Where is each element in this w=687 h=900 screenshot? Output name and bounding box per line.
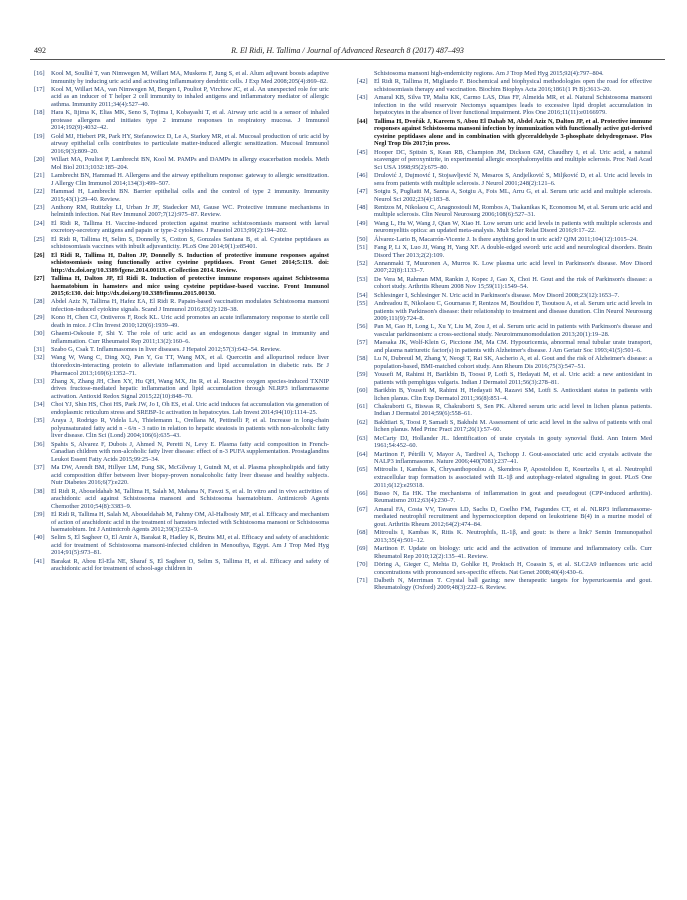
reference-text[interactable]: Szabo G, Csak T. Inflammasomes in liver diseases. J Hepatol 2012;57(3):642–54. Review. — [51, 346, 281, 354]
reference-item — [357, 260, 652, 275]
header-rule — [30, 59, 665, 60]
reference-text[interactable]: Abdel Aziz N, Tallima H, Hafez EA, El Ridi R. Papain-based vaccination modulates Schistosoma mansoni infection-induced cytokine signals. Scand J Immunol 2016;83(2):128–38. — [51, 298, 329, 313]
reference-number: [46] — [357, 172, 368, 180]
reference-number: [69] — [357, 545, 368, 553]
reference-number: [23] — [34, 203, 45, 211]
running-title: R. El Ridi, H. Tallima / Journal of Advanced Research 8 (2017) 487–493 — [231, 46, 464, 55]
reference-text[interactable]: Willart MA, Pouliot P, Lambrecht BN, Kool M. PAMPs and DAMPs in allergy exacerbation models. Meth Mol Biol 2013;1032:185–204. — [51, 156, 329, 171]
reference-item — [34, 354, 329, 377]
reference-text[interactable]: Ghaemi-Oskouie F, Shi Y. The role of uric acid as an endogenous danger signal in immunity and inflammation. Curr Rheumatol Rep 2011;13(2):160–6. — [51, 330, 329, 345]
reference-item — [34, 330, 329, 345]
reference-text[interactable]: El Ridi R, Tallima H, Salah M, Aboueldahab M, Fahmy OM, Al-Halbosiy MF, et al. Efficacy and mechanism of action of arachidonic acid in the treatment of hamsters infected with Schistosoma mansoni or Schistosoma haematobium. Int J Antimicrob Agents 2012;39(3):232–9. — [51, 510, 329, 534]
reference-text[interactable]: Yousefi M, Rahimi H, Barikbin B, Toossi P, Lotfi S, Hedayati M, et al. Uric acid: a new antioxidant in patients with pemphigus vulgaris. Indian J Dermatol 2011;56(3):278–81. — [374, 371, 652, 386]
reference-item — [357, 94, 652, 117]
reference-text[interactable]: Schistosoma mansoni high-endemicity regions. Am J Trop Med Hyg 2015;92(4):797–804. — [374, 70, 604, 77]
reference-item — [34, 558, 329, 573]
reference-number: [26] — [34, 251, 45, 259]
reference-number: [43] — [357, 94, 368, 102]
reference-item — [357, 403, 652, 418]
reference-number: [29] — [34, 314, 45, 322]
reference-item — [34, 275, 329, 298]
reference-text[interactable]: Tallima H, Dvořák J, Kareem S, Abou El Dahab M, Abdel Aziz N, Dalton JP, et al. Protective immune responses against Schistosoma mansoni infection by immunization with functionally active gut-derived cysteine peptidases alone and in combination with glyceraldehyde 3-phosphate dehydrogenase. Plos Negl Trop Dis 2017;in press. — [374, 117, 652, 148]
reference-text[interactable]: Ma DW, Arendt BM, Hillyer LM, Fung SK, McGilvray I, Guindi M, et al. Plasma phospholipids and fatty acid composition differ between liver biopsy-proven nonalcoholic fatty liver disease and healthy subjects. Nutr Diabetes 2016;6(7):e220. — [51, 464, 329, 487]
reference-text[interactable]: Selim S, El Sagheer O, El Amir A, Barakat R, Hadley K, Bruins MJ, et al. Efficacy and safety of arachidonic acid for treatment of Schistosoma mansoni-infected children in Menoufiya, Egypt. Am J Trop Med Hyg 2014;91(5):973–81. — [51, 534, 329, 557]
reference-item — [34, 109, 329, 132]
reference-text[interactable]: Barakat R, Abou El-Ela NE, Sharaf S, El Sagheer O, Selim S, Tallima H, et al. Efficacy and safety of arachidonic acid for treatment of school-age children in — [51, 557, 329, 573]
reference-item — [357, 149, 652, 172]
reference-text[interactable]: Anthony RM, Rutitzky LI, Urban Jr JF, Stadecker MJ, Gause WC. Protective immune mechanisms in helminth infection. Nat Rev Immunol 2007;7(12):975–87. Review. — [51, 203, 329, 219]
reference-number: [28] — [34, 298, 45, 306]
reference-item — [357, 172, 652, 187]
reference-text[interactable]: McCarty DJ, Hollander JL. Identification of urate crystals in gouty synovial fluid. Ann Intern Med 1961;54:452–60. — [374, 434, 652, 450]
reference-text[interactable]: Gold MJ, Hiebert PR, Park HY, Stefanowicz D, Le A, Starkey MR, et al. Mucosal production of uric acid by airway epithelial cells contributes to particulate matter-induced allergic sensitization. Mucosal Immunol 2016;9(3):809–20. — [51, 132, 329, 155]
reference-item — [357, 529, 652, 544]
reference-number: [31] — [34, 346, 45, 354]
reference-number: [44] — [357, 117, 368, 125]
reference-text[interactable]: Zhang X, Zhang JH, Chen XY, Hu QH, Wang MX, Jin R, et al. Reactive oxygen species-induced TXNIP drives fructose-mediated hepatic inflammation and lipid accumulation through NLRP3 inflammasome activation. Antioxid Redox Signal 2015;22(10):848–70. — [51, 377, 329, 400]
reference-item — [357, 292, 652, 300]
reference-number: [27] — [34, 274, 45, 282]
reference-item — [357, 561, 652, 576]
reference-text[interactable]: Choi YJ, Shin HS, Choi HS, Park JW, Jo I, Oh ES, et al. Uric acid induces fat accumulation via generation of endoplasmic reticulum stress and SREBP-1c activation in hepatocytes. Lab Invest 2014;94(10):1114–25. — [51, 401, 329, 416]
reference-item — [357, 204, 652, 219]
reference-item — [357, 118, 652, 148]
reference-number: [18] — [34, 109, 45, 117]
reference-number: [20] — [34, 156, 45, 164]
reference-number: [42] — [357, 78, 368, 86]
reference-text[interactable]: El Ridi R, Tallima H, Selim S, Donnelly S, Cotton S, Gonzales Santana B, et al. Cysteine peptidases as schistosomiasis vaccines with inbuilt adjuvanticity. PLoS One 2014;9(1):e85401. — [51, 235, 329, 251]
reference-item — [357, 339, 652, 354]
reference-text[interactable]: Rentzos M, Nikolaou C, Anagnostouli M, Rombos A, Tsakanikas K, Economou M, et al. Serum uric acid and multiple sclerosis. Clin Neurol Neurosurg 2006;108(6):527–31. — [374, 203, 652, 219]
reference-number: [30] — [34, 330, 45, 338]
reference-item — [357, 220, 652, 235]
reference-item — [357, 276, 652, 291]
reference-number: [39] — [34, 510, 45, 518]
reference-number: [38] — [34, 487, 45, 495]
reference-item — [357, 236, 652, 244]
reference-text[interactable]: Wang W, Wang C, Ding XQ, Pan Y, Gu TT, Wang MX, et al. Quercetin and allopurinol reduce liver thioredoxin-interacting protein to alleviate inflammation and lipid accumulation in diabetic rats. Br J Pharmacol 2013;169(6):1352–71. — [51, 354, 329, 377]
reference-item — [34, 441, 329, 464]
reference-item — [34, 172, 329, 187]
reference-text[interactable]: Amaral FA, Costa VV, Tavares LD, Sachs D, Coelho FM, Fagundes CT, et al. NLRP3 inflammasome-mediated neutrophil recruitment and hypernociception depend on leukotriene B(4) in a murine model of gout. Arthritis Rheum 2012;64(2):474–84. — [374, 505, 652, 528]
reference-text[interactable]: Annanmaki T, Muuronen A, Murros K. Low plasma uric acid level in Parkinson's disease. Mov Disord 2007;22(8):1133–7. — [374, 259, 652, 275]
reference-text[interactable]: Busso N, Ea HK. The mechanisms of inflammation in gout and pseudogout (CPP-induced arthritis). Reumatismo 2012;63(4):230–7. — [374, 489, 652, 505]
reference-number: [32] — [34, 354, 45, 362]
reference-text[interactable]: De Vera M, Rahman MM, Rankin J, Kopec J, Gao X, Choi H. Gout and the risk of Parkinson's disease: a cohort study. Arthritis Rheum 2008 Nov 15;59(11):1549–54. — [374, 275, 652, 291]
reference-item — [357, 419, 652, 434]
reference-number: [68] — [357, 529, 368, 537]
reference-item — [34, 314, 329, 329]
reference-item — [357, 371, 652, 386]
reference-number: [47] — [357, 187, 368, 195]
reference-text[interactable]: El Ridi R, Aboueldahab M, Tallima H, Salah M, Mahana N, Fawzi S, et al. In vitro and in vivo activities of arachidonic acid against Schistosoma mansoni and Schistosoma haematobium. Antimicrob Agents Chemother 2010;54(8):3383–9. — [51, 487, 329, 510]
reference-number: [51] — [357, 244, 368, 251]
reference-number: [63] — [357, 434, 368, 442]
reference-number: [19] — [34, 132, 45, 140]
reference-item — [357, 466, 652, 489]
reference-text[interactable]: Kool M, Soullié T, van Nimwegen M, Willart MA, Muskens F, Jung S, et al. Alum adjuvant boosts adaptive immunity by inducing uric acid and activating inflammatory dendritic cells. J Exp Med 2008;205(4):869–82. — [51, 70, 329, 85]
reference-text[interactable]: Kool M, Willart MA, van Nimwegen M, Bergen I, Pouliot P, Virchow JC, et al. An unexpected role for uric acid as an inducer of T helper 2 cell immunity to inhaled antigens and inflammatory mediator of allergic asthma. Immunity 2011;34(4):527–40. — [51, 85, 329, 108]
reference-item — [34, 204, 329, 219]
reference-item — [34, 220, 329, 235]
reference-number: [37] — [34, 464, 45, 472]
reference-text[interactable]: El Ridi R, Tallima H. Vaccine-induced protection against murine schistosomiasis mansoni with larval excretory-secretory antigens and papain or type-2 cytokines. J Parasitol 2013;99(2):194–202. — [51, 219, 329, 235]
reference-item — [357, 244, 652, 259]
reference-text[interactable]: Hammad H, Lambrecht BN. Barrier epithelial cells and the control of type 2 immunity. Immunity 2015;43(1):29–40. Review. — [51, 187, 329, 203]
reference-number: [36] — [34, 440, 45, 448]
reference-number: [61] — [357, 402, 368, 410]
reference-text[interactable]: Amaral KB, Silva TP, Malta KK, Carmo LAS, Dias FF, Almeida MR, et al. Natural Schistosoma mansoni infection in the wild reservoir Nectomys squamipes leads to excessive lipid droplet accumulation in hepatocytes in the absence of liver functional impairment. Plos One 2016;11(11):e0166979. — [374, 94, 652, 117]
reference-number: [52] — [357, 259, 368, 267]
reference-item — [357, 451, 652, 466]
reference-text[interactable]: Hara K, Iijima K, Elias MK, Seno S, Tojima I, Kobayashi T, et al. Airway uric acid is a sensor of inhaled protease allergens and initiates type 2 immune responses in respiratory mucosa. J Immunol 2014;192(9):4032–42. — [51, 109, 329, 132]
page-header — [30, 46, 665, 58]
reference-number: [67] — [357, 505, 368, 513]
reference-text[interactable]: Wang L, Hu W, Wang J, Qian W, Xiao H. Low serum uric acid levels in patients with multiple sclerosis and neuromyelitis optica: an updated meta-analysis. Mult Scler Relat Disord 2016;9:17–22. — [374, 219, 652, 235]
reference-item — [357, 188, 652, 203]
reference-item — [357, 300, 652, 323]
reference-number: [64] — [357, 450, 368, 458]
reference-number: [60] — [357, 387, 368, 395]
reference-text[interactable]: Dalbeth N, Merriman T. Crystal ball gazing: new therapeutic targets for hyperuricaemia and gout. Rheumatology (Oxford) 2009;48(3):222–6. Review. — [374, 576, 652, 592]
reference-text[interactable]: Bakhtiari S, Toosi P, Samadi S, Bakhshi M. Assessment of uric acid level in the saliva of patients with oral lichen planus. Med Princ Pract 2017;26(1):57–60. — [374, 418, 652, 434]
reference-number: [40] — [34, 534, 45, 542]
reference-item — [34, 86, 329, 109]
reference-item — [357, 355, 652, 370]
reference-text[interactable]: Lu N, Dubreuil M, Zhang Y, Neogi T, Rai SK, Ascherio A, et al. Gout and the risk of Alzheimer's disease: a population-based, BMI-matched cohort study. Ann Rheum Dis 2016;75(3):547–51. — [374, 355, 652, 370]
reference-number: [22] — [34, 187, 45, 195]
reference-number: [24] — [34, 219, 45, 227]
reference-item — [357, 70, 652, 78]
reference-text[interactable]: Mitroulis I, Kambas K, Ritis K. Neutrophils, IL-1β, and gout: is there a link? Semin Immunopathol 2013;35(4):501–12. — [374, 529, 652, 544]
reference-item — [34, 346, 329, 354]
reference-text[interactable]: El Ridi R, Tallima H, Dalton JP, Donnelly S. Induction of protective immune responses against schistosomiasis using functionally active cysteine peptidases. Front Genet 2014;5:119. doi: http://dx.doi.org/10.3389/fgene.2014.00119. eCollection 2014. Review. — [51, 251, 329, 274]
reference-number: [53] — [357, 275, 368, 283]
reference-item — [34, 417, 329, 440]
page-number: 492 — [34, 46, 46, 55]
reference-item — [357, 506, 652, 529]
reference-text[interactable]: Tallima H, Dalton JP, El Ridi R. Induction of protective immune responses against Schistosoma haematobium in hamsters and mice using cysteine peptidase-based vaccine. Front Immunol 2015;6:130. doi: http://dx.doi.org/10.3389/fimmu.2015.00130. — [51, 274, 329, 298]
reference-number: [58] — [357, 355, 368, 363]
reference-item — [34, 236, 329, 251]
reference-item — [34, 378, 329, 401]
reference-item — [34, 133, 329, 156]
reference-text[interactable]: Drulović J, Dujmović I, Stojsavljević N, Mesaros S, Andjelković S, Miljković D, et al. Uric acid levels in sera from patients with multiple sclerosis. J Neurol 2001;248(2):121–6. — [374, 172, 652, 187]
reference-number: [41] — [34, 557, 45, 565]
reference-text[interactable]: Lambrecht BN, Hammad H. Allergens and the airway epithelium response: gateway to allergic sensitization. J Allergy Clin Immunol 2014;134(3):499–507. — [51, 172, 329, 187]
reference-number: [49] — [357, 219, 368, 227]
reference-text[interactable]: Döring A, Gieger C, Mehta D, Gohlke H, Prokisch H, Coassin S, et al. SLC2A9 influences uric acid concentrations with pronounced sex-specific effects. Nat Genet 2008;40(4):430–6. — [374, 561, 652, 576]
reference-text[interactable]: Martinon F. Update on biology: uric acid and the activation of immune and inflammatory cells. Curr Rheumatol Rep 2010;12(2):135–41. Review. — [374, 545, 652, 560]
reference-item — [357, 435, 652, 450]
reference-text[interactable]: Kono H, Chen CJ, Ontiveros F, Rock KL. Uric acid promotes an acute inflammatory response to sterile cell death in mice. J Clin Invest 2010;120(6):1939–49. — [51, 314, 329, 329]
reference-number: [45] — [357, 148, 368, 156]
reference-item — [357, 490, 652, 505]
reference-item — [34, 70, 329, 85]
reference-item — [357, 387, 652, 402]
reference-number: [65] — [357, 466, 368, 474]
reference-item — [34, 511, 329, 534]
reference-number: [57] — [357, 339, 368, 347]
reference-number: [54] — [357, 291, 368, 299]
reference-text[interactable]: Hooper DC, Spitsin S, Kean RB, Champion JM, Dickson GM, Chaudhry I, et al. Uric acid, a natural scavenger of peroxynitrite, in experimental allergic encephalomyelitis and multiple sclerosis. Proc Natl Acad Sci USA 1998;95(2):675–80. — [374, 148, 652, 171]
reference-text[interactable]: Pan M, Gao H, Long L, Xu Y, Liu M, Zou J, et al. Serum uric acid in patients with Parkinson's disease and vascular parkinsonism: a cross-sectional study. Neuroimmunomodulation 2013;20(1):19–28. — [374, 323, 652, 338]
reference-text[interactable]: Maesaka JK, Wolf-Klein G, Piccione JM, Ma CM. Hypouricemia, abnormal renal tubular urate transport, and plasma natriuretic factor(s) in patients with Alzheimer's disease. J Am Geriatr Soc 1993;41(5):501–6. — [374, 339, 652, 354]
reference-item — [357, 323, 652, 338]
reference-number: [56] — [357, 323, 368, 331]
reference-number: [21] — [34, 172, 45, 180]
reference-number: [66] — [357, 489, 368, 497]
reference-item — [34, 298, 329, 313]
reference-text[interactable]: Araya J, Rodrigo R, Videla LA, Thielemann L, Orellana M, Pettinelli P, et al. Increase in long-chain polyunsaturated fatty acid n - 6/n - 3 ratio in relation to hepatic steatosis in patients with non-alcoholic fatty liver disease. Clin Sci (Lond) 2004;106(6):635–43. — [51, 417, 329, 440]
reference-text[interactable]: Álvarez-Lario B, Macarrón-Vicente J. Is there anything good in uric acid? QJM 2011;104(12):1015–24. — [374, 235, 638, 243]
reference-item — [34, 488, 329, 511]
reference-text[interactable]: El Ridi R, Tallima H, Migliardo F. Biochemical and biophysical methodologies open the road for effective schistosomiasis therapy and vaccination. Biochim Biophys Acta 2016;1861(1 Pt B):3613–20. — [374, 78, 652, 93]
reference-number: [70] — [357, 561, 368, 569]
reference-number: [71] — [357, 576, 368, 584]
reference-item — [357, 577, 652, 592]
reference-text[interactable]: Mitroulis I, Kambas K, Chrysanthopoulou A, Skendros P, Apostolidou E, Kourtzelis I, et al. Neutrophil extracellular trap formation is associated with IL-1β and autophagy-related signaling in gout. PLoS One 2011;6(12):e29318. — [374, 466, 652, 489]
reference-number: [33] — [34, 377, 45, 385]
reference-item — [34, 188, 329, 203]
reference-item — [357, 78, 652, 93]
reference-item — [34, 252, 329, 275]
reference-number: [34] — [34, 401, 45, 409]
reference-text[interactable]: Spahis S, Alvarez F, Dubois J, Ahmed N, Peretti N, Levy E. Plasma fatty acid composition in French-Canadian children with non-alcoholic fatty liver disease: effect of n-3 PUFA supplementation. Prostaglandins Leukot Essent Fatty Acids 2015;99:25–34. — [51, 440, 329, 463]
reference-text[interactable]: Andreadou E, Nikolaou C, Gournaras F, Rentzos M, Boufidou F, Tsoutsou A, et al. Serum uric acid levels in patients with Parkinson's disease: their relationship to treatment and disease duration. Clin Neurol Neurosurg 2009;111(9):724–8. — [374, 300, 652, 323]
reference-text[interactable]: Sotgiu S, Pugliatti M, Sanna A, Sotgiu A, Fois ML, Arru G, et al. Serum uric acid and multiple sclerosis. Neurol Sci 2002;23(4):183–8. — [374, 187, 652, 203]
reference-text[interactable]: Fang P, Li X, Luo JJ, Wang H, Yang XF. A double-edged sword: uric acid and neurological disorders. Brain Disord Ther 2013;2(2):109. — [374, 244, 652, 259]
reference-number: [35] — [34, 417, 45, 425]
reference-number: [25] — [34, 235, 45, 243]
reference-number: [62] — [357, 418, 368, 426]
references-column-right — [357, 70, 652, 593]
references-column-left — [34, 70, 329, 574]
reference-number: [17] — [34, 85, 45, 93]
reference-item — [357, 545, 652, 560]
reference-number: [48] — [357, 203, 368, 211]
reference-number: [16] — [34, 70, 45, 77]
reference-item — [34, 156, 329, 171]
reference-item — [34, 534, 329, 557]
reference-number: [59] — [357, 371, 368, 379]
reference-text[interactable]: Barikbin B, Yousefi M, Rahimi H, Hedayati M, Razavi SM, Lotfi S. Antioxidant status in patients with lichen planus. Clin Exp Dermatol 2011;36(8):851–4. — [374, 387, 652, 402]
reference-number: [50] — [357, 235, 368, 243]
reference-item — [34, 401, 329, 416]
reference-text[interactable]: Martinon F, Pétrilli V, Mayor A, Tardivel A, Tschopp J. Gout-associated uric acid crystals activate the NALP3 inflammasome. Nature 2006;440(7081):237–41. — [374, 450, 652, 466]
reference-text[interactable]: Schlesinger I, Schlesinger N. Uric acid in Parkinson's disease. Mov Disord 2008;23(12):1653–7. — [374, 291, 620, 299]
reference-item — [34, 464, 329, 487]
reference-text[interactable]: Chakraborti G, Biswas R, Chakraborti S, Sen PK. Altered serum uric acid level in lichen planus patients. Indian J Dermatol 2014;59(6):558–61. — [374, 402, 652, 418]
reference-number: [55] — [357, 300, 368, 308]
